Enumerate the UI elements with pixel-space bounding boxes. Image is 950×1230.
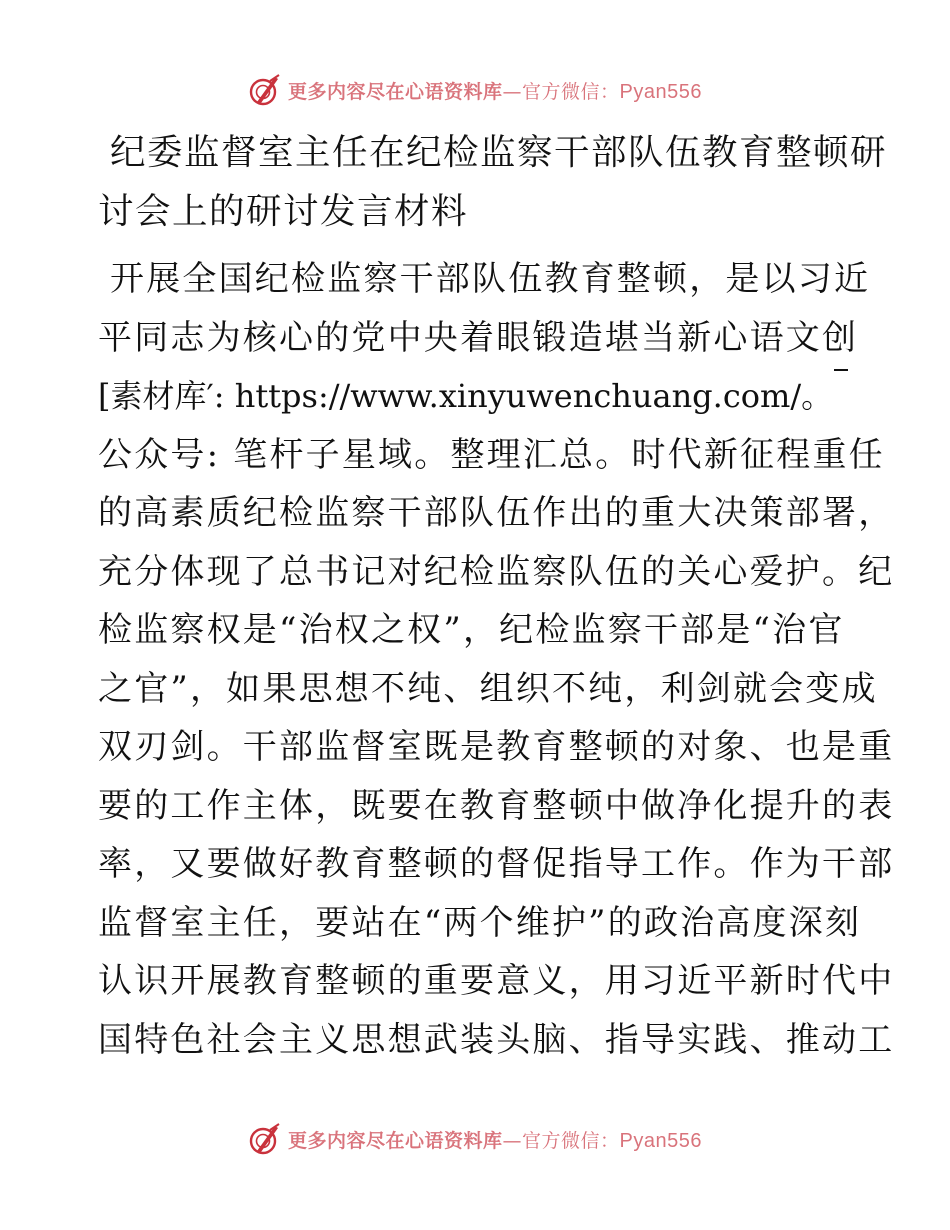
watermark-dash: — (502, 80, 523, 103)
watermark-wechat-label: 官方微信： (522, 1129, 620, 1152)
watermark-wechat-id: Pyan556 (619, 80, 702, 103)
watermark-wechat-id: Pyan556 (619, 1129, 702, 1152)
body-line: 开展全国纪检监察干部队伍教育整顿，是以习近 (110, 259, 871, 299)
body-line-url: [素材库′: https://www.xinyuwenchuang.com/。 (98, 377, 834, 415)
title-line: 讨会上的研讨发言材料 (98, 190, 469, 232)
body-line: 国特色社会主义思想武装头脑、指导实践、推动工 (98, 1019, 895, 1060)
watermark-brand: 更多内容尽在心语资料库 (288, 1129, 503, 1152)
body-line: 率，又要做好教育整顿的督促指导工作。作为干部 (98, 844, 895, 884)
body-line: 双刃剑。干部监督室既是教育整顿的对象、也是重 (98, 727, 895, 767)
stray-dash-mark (834, 369, 848, 371)
body-line: 检监察权是“治权之权”，纪检监察干部是“治官 (98, 610, 845, 650)
body-paragraph (98, 250, 895, 1069)
watermark-text (288, 77, 702, 104)
watermark-wechat-label: 官方微信： (522, 80, 620, 103)
quill-logo-icon (248, 1122, 282, 1156)
body-line: 平同志为核心的党中央着眼锻造堪当新心语文创 (98, 317, 859, 358)
body-line: 公众号: 笔杆子星域。整理汇总。时代新征程重任 (98, 434, 885, 475)
body-line: 认识开展教育整顿的重要意义，用习近平新时代中 (98, 961, 895, 1001)
document-title (98, 124, 888, 241)
body-line: 充分体现了总书记对纪检监察队伍的关心爱护。纪 (98, 551, 895, 592)
watermark-text (288, 1126, 702, 1153)
watermark-dash: — (502, 1129, 523, 1152)
footer-watermark (0, 1119, 950, 1159)
body-line: 要的工作主体，既要在教育整顿中做净化提升的表 (98, 785, 895, 826)
quill-logo-icon (248, 73, 282, 107)
header-watermark (0, 70, 950, 110)
body-line: 之官”，如果思想不纯、组织不纯，利剑就会变成 (98, 668, 878, 709)
title-line: 纪委监督室主任在纪检监察干部队伍教育整顿研 (110, 132, 888, 173)
watermark-brand: 更多内容尽在心语资料库 (288, 80, 503, 103)
body-line: 监督室主任，要站在“两个维护”的政治高度深刻 (98, 902, 862, 943)
body-line: 的高素质纪检监察干部队伍作出的重大决策部署， (98, 493, 895, 533)
